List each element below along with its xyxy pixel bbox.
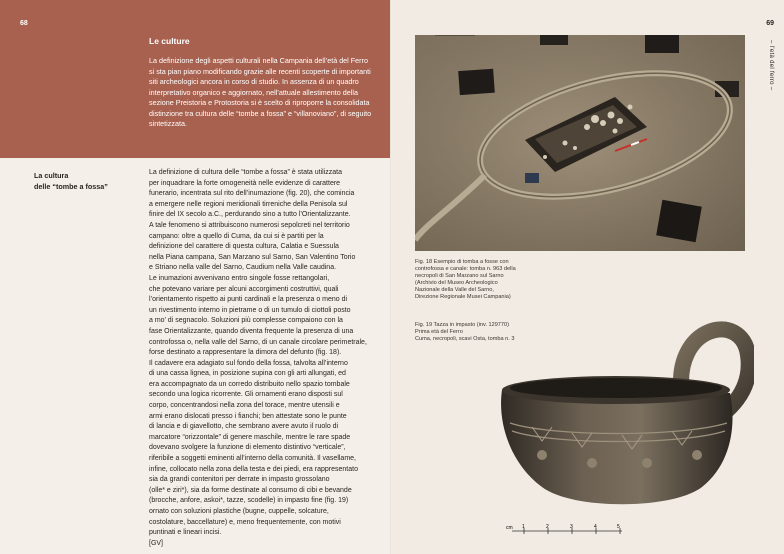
body-line: a emergere nelle regioni meridionali tirreniche della Penisola sul xyxy=(149,200,348,208)
tomb-aerial-photo xyxy=(415,35,745,251)
page-number-right: 69 xyxy=(766,20,774,27)
body-line: funerario, incentrata sul rito dell’inumazione (fig. 20), che cominciа xyxy=(149,190,355,198)
body-line: ornato con soluzioni plastiche (bugne, cuppelle, solcature, xyxy=(149,508,329,515)
caption-line: (Archivio del Museo Archeologico xyxy=(415,280,498,286)
running-title: – l’età del ferro – xyxy=(768,40,774,91)
body-line: Le inumazioni avvenivano entro singole fosse rettangolari, xyxy=(149,274,330,282)
caption-line: controfossa e canale: tomba n. 963 della xyxy=(415,266,516,272)
body-line: campano: oltre a quello di Cuma, da cui si è partiti per la xyxy=(149,232,324,240)
side-heading xyxy=(34,171,108,192)
side-heading-line: delle “tombe a fossa” xyxy=(34,181,108,191)
scale-label: cm xyxy=(506,525,513,531)
caption-line: Direzione Regionale Musei Campania) xyxy=(415,294,511,300)
body-line: un rivestimento interno in pietrame o di un tumulo di ciottoli posto xyxy=(149,306,351,314)
scale-label: 4 xyxy=(594,524,597,530)
body-line: finire del IX secolo a.C., perdurando sino a tutto l’Orientalizzante. xyxy=(149,211,351,219)
intro-text: La definizione degli aspetti culturali nella Campania dell’età del Ferro si sta pian piano modificando grazie alle recenti scoperte di importanti siti archeologici ancora in corso di studio. In assenza di un quadro interpretativo organico e aggiornato, nell’attuale allestimento della sezione Preistoria e Protostoria si è scelto di riproporre la consolidata distinzione tra cultura delle “tombe a fossa” e “villanoviano”, di seguito sintetizzata. xyxy=(149,56,372,128)
caption-line: Nazionale della Valle del Sarno, xyxy=(415,287,494,293)
caption-line: Fig. 18 Esempio di tomba a fosse con xyxy=(415,259,509,265)
body-line: puntinati e lineari incisi. xyxy=(149,529,222,537)
body-line: e Striano nella valle del Sarno, Caudium nella Valle caudina. xyxy=(149,264,337,272)
body-line: armi erano dislocati presso i fianchi; ben attestate sono le punte xyxy=(149,412,347,420)
body-line: [GV] xyxy=(149,539,164,547)
body-line: che potevano variare per alcuni accorgimenti costruttivi, quali xyxy=(149,285,339,293)
body-line: La definizione di cultura delle “tombe a fossa” è stata utilizzata xyxy=(149,169,342,176)
impasto-cup-photo xyxy=(492,315,754,525)
body-line: sia da grandi contenitori per derrate in impasto grossolano xyxy=(149,476,330,484)
body-line: per inquadrare la forte omogeneità nelle evidenze di carattere xyxy=(149,179,341,187)
body-text xyxy=(149,168,374,549)
body-line: definizione del carattere di questa cultura, Calatia e Suessula xyxy=(149,243,339,251)
caption-fig-18 xyxy=(415,259,545,301)
body-line: forse destinato a rappresentare la dimora del defunto (fig. 18). xyxy=(149,349,342,357)
body-line: l’orientamento rispetto ai punti cardinali e la presenza o meno di xyxy=(149,296,348,304)
body-line: a mo’ di segnacolo. Soluzioni più complesse compaiono con la xyxy=(149,317,343,325)
right-page xyxy=(392,0,784,554)
body-line: (brocche, anfore, askoi*, tazze, scodelle) in impasto fine (fig. 19) xyxy=(149,497,349,505)
body-line: di una cassa lignea, in posizione supina con gli arti allungati, ed xyxy=(149,370,346,378)
body-line: A tale fenomeno si attribuiscono numerosi sepolcreti nel territorio xyxy=(149,221,350,229)
body-line: infine, collocato nella zona della testa e dei piedi, era rappresentato xyxy=(149,465,358,473)
body-line: corpo, concentrandosi nella zona del torace, mentre utensili e xyxy=(149,402,340,410)
side-heading-line: La cultura xyxy=(34,171,69,180)
body-line: marcatore “orizzontale” di genere maschile, mentre le rare spade xyxy=(149,433,351,441)
body-line: costolature, baccellature) e, meno frequentemente, con motivi xyxy=(149,518,341,526)
body-line: (olle* e ziri*), sia da forme destinate al consumo di cibi e bevande xyxy=(149,486,352,494)
body-line: dovevano svolgere la funzione di elemento distintivo “verticale”, xyxy=(149,444,346,452)
body-line: controfossa o, nella valle del Sarno, di un canale circolare perimetrale, xyxy=(149,338,367,346)
caption-line: Fig. 19 Tazza in impasto (inv. 129770) xyxy=(415,322,510,328)
body-line: Il cadavere era adagiato sul fondo della fossa, talvolta all’interno xyxy=(149,359,348,367)
scale-label: 1 xyxy=(522,524,525,530)
body-line: riferibile a soggetti eminenti all’interno della comunità. Il vasellame, xyxy=(149,455,356,463)
scale-label: 2 xyxy=(546,524,549,530)
caption-line: necropoli di San Marzano sul Sarno xyxy=(415,273,504,279)
scale-label: 3 xyxy=(570,524,573,530)
intro-title: Le culture xyxy=(149,36,190,46)
caption-line: Cuma, necropoli, scavi Osta, tomba n. 3 xyxy=(415,336,515,342)
body-line: secondo una logica ricorrente. Gli ornamenti erano disposti sul xyxy=(149,391,343,399)
body-line: era accompagnato da un corredo distribuito nello spazio tombale xyxy=(149,380,350,388)
scale-label: 5 xyxy=(617,524,620,530)
body-line: di lancia e di giavellotto, che sembrano avere avuto il ruolo di xyxy=(149,423,339,431)
page-number-left: 68 xyxy=(20,20,28,27)
body-line: nella Piana campana, San Marzano sul Sarno, San Valentino Torio xyxy=(149,253,356,261)
body-line: fase Orientalizzante, quando diventa frequente la presenza di una xyxy=(149,327,354,335)
scale-bar xyxy=(504,522,624,534)
caption-line: Prima età del Ferro xyxy=(415,329,463,335)
